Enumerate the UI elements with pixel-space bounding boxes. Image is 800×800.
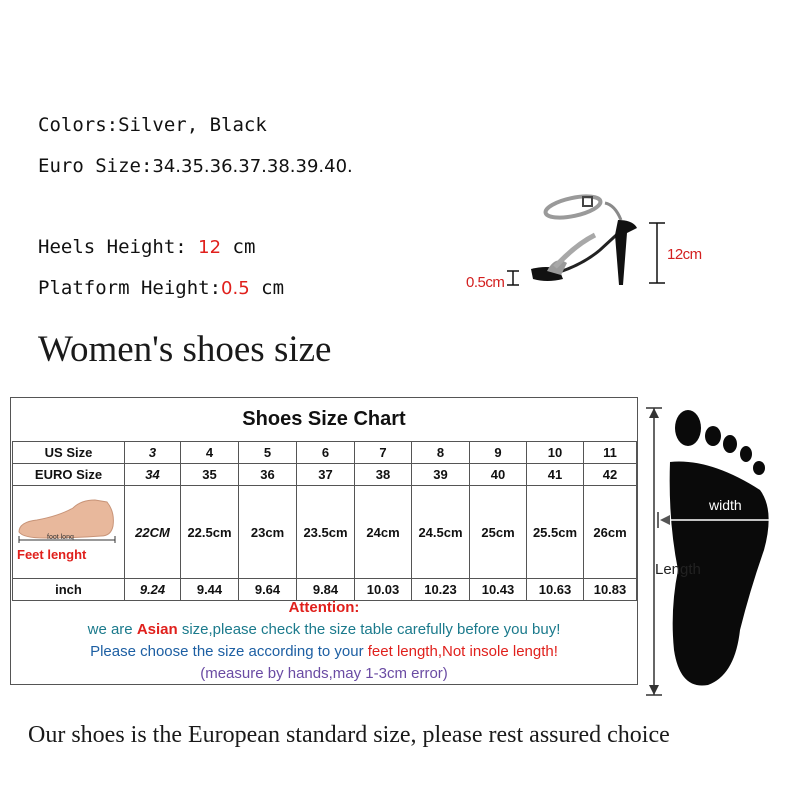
us-size-cell: 10	[527, 442, 584, 464]
inch-label: inch	[13, 579, 125, 601]
inch-cell: 10.23	[412, 579, 470, 601]
feet-length-cell: 24cm	[355, 486, 412, 579]
us-size-cell: 9	[470, 442, 527, 464]
euro-size-cell: 39	[412, 464, 470, 486]
feet-length-row	[13, 486, 637, 579]
foot-long-caption: foot long	[47, 534, 74, 541]
length-label: Length	[655, 561, 701, 578]
attention-title: Attention:	[288, 599, 360, 616]
heels-height-line	[38, 236, 255, 258]
attention-highlight: feet length,Not insole length!	[367, 643, 558, 660]
feet-length-cell: 23.5cm	[297, 486, 355, 579]
feet-length-cell: 25.5cm	[527, 486, 584, 579]
width-label: width	[709, 497, 742, 513]
us-size-cell: 7	[355, 442, 412, 464]
platform-height-label: Platform Height:	[38, 277, 222, 299]
size-chart-title: Shoes Size Chart	[242, 408, 406, 430]
euro-size-cell: 34	[125, 464, 181, 486]
platform-height-value: 0.5	[221, 278, 250, 299]
heels-height-label: Heels Height:	[38, 236, 187, 258]
attention-line-1	[11, 619, 637, 641]
us-size-cell: 8	[412, 442, 470, 464]
inch-cell: 10.43	[470, 579, 527, 601]
feet-length-cell: 23cm	[239, 486, 297, 579]
euro-size-label: Euro Size:	[38, 155, 153, 177]
feet-length-label-cell	[13, 486, 125, 579]
euro-size-cell: 42	[584, 464, 637, 486]
platform-dimension-label: 0.5cm	[466, 274, 505, 291]
size-chart-table	[10, 397, 638, 685]
us-size-cell: 3	[125, 442, 181, 464]
attention-line-2	[11, 641, 637, 663]
inch-cell: 9.24	[125, 579, 181, 601]
attention-text: we are	[87, 621, 137, 638]
attention-text: size,please check the size table carefully before you buy!	[177, 621, 561, 638]
colors-line: Colors:Silver, Black	[38, 114, 267, 136]
euro-size-cell: 36	[239, 464, 297, 486]
attention-line-3: (measure by hands,may 1-3cm error)	[200, 665, 448, 682]
feet-length-cell: 22.5cm	[181, 486, 239, 579]
euro-size-cell: 41	[527, 464, 584, 486]
euro-size-cell: 35	[181, 464, 239, 486]
foot-diagram	[640, 400, 795, 700]
inch-cell: 10.03	[355, 579, 412, 601]
feet-length-cell: 26cm	[584, 486, 637, 579]
us-size-cell: 6	[297, 442, 355, 464]
heels-height-value: 12	[198, 237, 222, 258]
us-size-row	[13, 442, 637, 464]
us-size-cell: 11	[584, 442, 637, 464]
inch-cell: 9.64	[239, 579, 297, 601]
footer-note: Our shoes is the European standard size, please rest assured choice	[28, 722, 670, 748]
attention-text: Please choose the size according to your	[90, 643, 368, 660]
euro-size-label-cell: EURO Size	[13, 464, 125, 486]
size-grid	[12, 441, 637, 601]
feet-length-cell: 22CM	[125, 486, 181, 579]
us-size-label: US Size	[13, 442, 125, 464]
attention-block	[11, 597, 637, 685]
us-size-cell: 4	[181, 442, 239, 464]
euro-size-values: 34.35.36.37.38.39.40.	[152, 156, 353, 177]
euro-size-cell: 37	[297, 464, 355, 486]
heel-dimension-label: 12cm	[667, 246, 702, 263]
headline: Women's shoes size	[38, 329, 332, 370]
inch-cell: 10.83	[584, 579, 637, 601]
heels-height-unit: cm	[232, 236, 256, 258]
us-size-cell: 5	[239, 442, 297, 464]
euro-size-cell: 38	[355, 464, 412, 486]
attention-highlight: Asian	[136, 621, 178, 638]
euro-size-row	[13, 464, 637, 486]
platform-height-line	[38, 277, 284, 299]
inch-cell: 9.44	[181, 579, 239, 601]
inch-cell: 10.63	[527, 579, 584, 601]
euro-size-cell: 40	[470, 464, 527, 486]
platform-height-unit: cm	[261, 277, 285, 299]
feet-length-label: Feet lenght	[17, 547, 87, 562]
feet-length-cell: 24.5cm	[412, 486, 470, 579]
inch-cell: 9.84	[297, 579, 355, 601]
euro-size-line	[38, 155, 353, 177]
feet-length-cell: 25cm	[470, 486, 527, 579]
